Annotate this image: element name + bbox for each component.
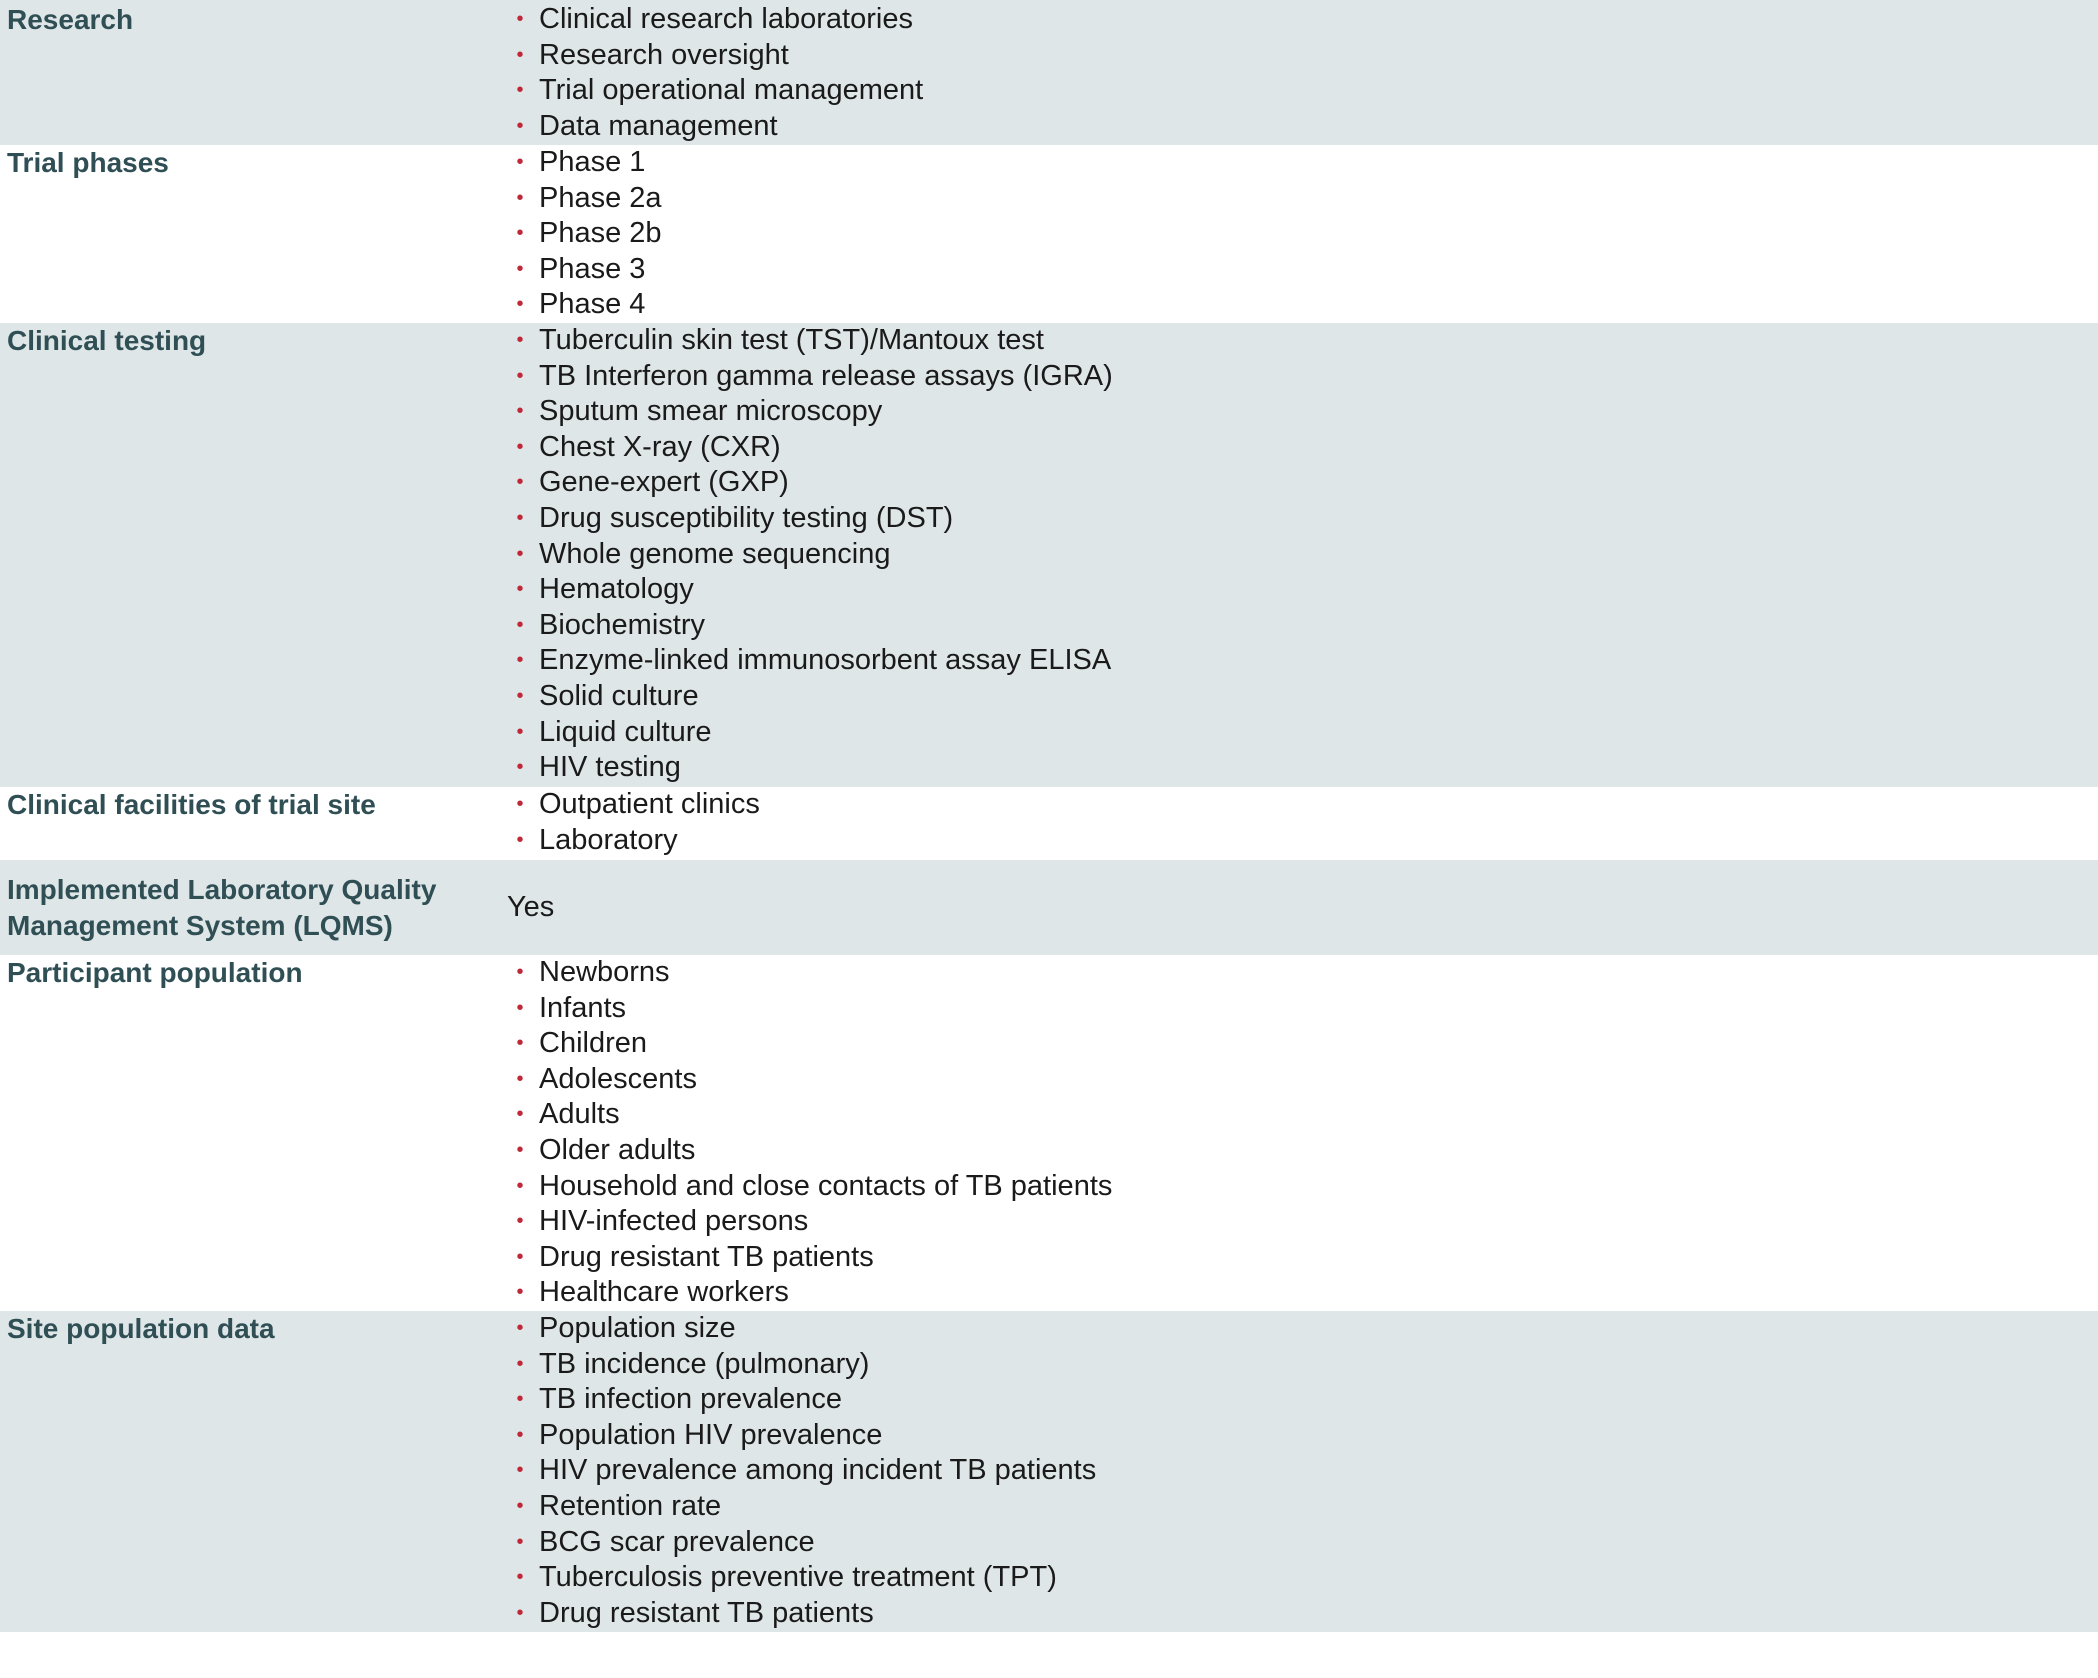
bullet-icon: • xyxy=(516,1566,524,1589)
table-row-participant-population xyxy=(0,955,2098,1311)
list-item: • Older adults xyxy=(505,1133,2098,1169)
bullet-icon: • xyxy=(516,364,524,387)
list-item: • Whole genome sequencing xyxy=(505,537,2098,573)
list-item: • HIV testing xyxy=(505,750,2098,786)
list-item: • Infants xyxy=(505,991,2098,1027)
list-item: • Healthcare workers xyxy=(505,1275,2098,1311)
list-item: • HIV-infected persons xyxy=(505,1204,2098,1240)
bullet-icon: • xyxy=(516,114,524,137)
bullet-icon: • xyxy=(516,43,524,66)
bullet-icon: • xyxy=(516,756,524,779)
bullet-icon: • xyxy=(516,1388,524,1411)
list-item: • TB incidence (pulmonary) xyxy=(505,1347,2098,1383)
bullet-icon: • xyxy=(516,720,524,743)
row-values xyxy=(505,955,2098,1311)
list-item: • Trial operational management xyxy=(505,73,2098,109)
bullet-icon: • xyxy=(516,1138,524,1161)
bullet-icon: • xyxy=(516,1601,524,1624)
bullet-icon: • xyxy=(516,1245,524,1268)
list-item: • Phase 4 xyxy=(505,287,2098,323)
bullet-icon: • xyxy=(516,8,524,30)
list-item: • Hematology xyxy=(505,572,2098,608)
row-label-line: Implemented Laboratory Quality xyxy=(7,873,437,905)
list-item: • Phase 2b xyxy=(505,216,2098,252)
list-item: • Data management xyxy=(505,109,2098,145)
list-item: • Gene-expert (GXP) xyxy=(505,465,2098,501)
row-label: Site population data xyxy=(7,1313,275,1344)
bullet-list xyxy=(505,2,2098,144)
bullet-icon: • xyxy=(516,1174,524,1197)
row-values xyxy=(505,787,2098,860)
bullet-icon: • xyxy=(516,1103,524,1126)
bullet-icon: • xyxy=(516,435,524,458)
list-item: • Children xyxy=(505,1026,2098,1062)
row-label: Participant population xyxy=(7,957,303,988)
row-value: Yes xyxy=(507,890,555,923)
table-row-site-population-data xyxy=(0,1311,2098,1632)
list-item: • Household and close contacts of TB patients xyxy=(505,1169,2098,1205)
list-item: • Phase 3 xyxy=(505,252,2098,288)
list-item: • BCG scar prevalence xyxy=(505,1525,2098,1561)
row-values xyxy=(505,145,2098,323)
list-item: • Solid culture xyxy=(505,679,2098,715)
bullet-icon: • xyxy=(516,329,524,351)
row-values xyxy=(505,860,2098,955)
bullet-icon: • xyxy=(516,961,524,983)
bullet-icon: • xyxy=(516,222,524,245)
bullet-icon: • xyxy=(516,649,524,672)
bullet-icon: • xyxy=(516,1459,524,1482)
bullet-icon: • xyxy=(516,1281,524,1304)
bullet-list xyxy=(505,145,2098,323)
list-item: • Biochemistry xyxy=(505,608,2098,644)
row-values xyxy=(505,1311,2098,1632)
bullet-icon: • xyxy=(516,578,524,601)
table-row-trial-phases xyxy=(0,145,2098,323)
list-item: • Drug resistant TB patients xyxy=(505,1240,2098,1276)
row-label-line: Management System (LQMS) xyxy=(7,909,393,941)
bullet-icon: • xyxy=(516,1530,524,1553)
bullet-icon: • xyxy=(516,1067,524,1090)
bullet-icon: • xyxy=(516,613,524,636)
list-item: • Tuberculin skin test (TST)/Mantoux test xyxy=(505,323,2098,359)
row-label: Trial phases xyxy=(7,147,169,178)
bullet-icon: • xyxy=(516,79,524,102)
list-item: • Retention rate xyxy=(505,1489,2098,1525)
bullet-icon: • xyxy=(516,293,524,316)
list-item: • TB infection prevalence xyxy=(505,1382,2098,1418)
bullet-icon: • xyxy=(516,793,524,815)
list-item: • Liquid culture xyxy=(505,715,2098,751)
bullet-list xyxy=(505,323,2098,786)
bullet-icon: • xyxy=(516,506,524,529)
list-item: • Drug susceptibility testing (DST) xyxy=(505,501,2098,537)
table-row-lqms xyxy=(0,860,2098,955)
bullet-icon: • xyxy=(516,186,524,209)
row-values xyxy=(505,2,2098,145)
list-item: • Adults xyxy=(505,1097,2098,1133)
bullet-icon: • xyxy=(516,400,524,423)
bullet-icon: • xyxy=(516,471,524,494)
list-item: • Phase 1 xyxy=(505,145,2098,181)
list-item: • Phase 2a xyxy=(505,181,2098,217)
row-label: Clinical testing xyxy=(7,325,207,356)
list-item: • Chest X-ray (CXR) xyxy=(505,430,2098,466)
table-row-clinical-facilities xyxy=(0,787,2098,860)
list-item: • Outpatient clinics xyxy=(505,787,2098,823)
list-item: • Sputum smear microscopy xyxy=(505,394,2098,430)
list-item: • Laboratory xyxy=(505,823,2098,859)
bullet-icon: • xyxy=(516,1494,524,1517)
bullet-icon: • xyxy=(516,1032,524,1055)
list-item: • Newborns xyxy=(505,955,2098,991)
bullet-icon: • xyxy=(516,1317,524,1339)
bullet-icon: • xyxy=(516,151,524,173)
bullet-icon: • xyxy=(516,542,524,565)
bullet-list xyxy=(505,787,2098,858)
row-label: Clinical facilities of trial site xyxy=(7,789,376,820)
bullet-icon: • xyxy=(516,828,524,851)
bullet-icon: • xyxy=(516,996,524,1019)
list-item: • TB Interferon gamma release assays (IGRA) xyxy=(505,359,2098,395)
bullet-list xyxy=(505,955,2098,1311)
bullet-icon: • xyxy=(516,257,524,280)
row-label: Research xyxy=(7,4,134,35)
list-item: • Adolescents xyxy=(505,1062,2098,1098)
list-item: • Population size xyxy=(505,1311,2098,1347)
bullet-icon: • xyxy=(516,1352,524,1375)
list-item: • Clinical research laboratories xyxy=(505,2,2098,38)
list-item: • Research oversight xyxy=(505,38,2098,74)
table-row-research xyxy=(0,0,2098,145)
list-item: • Population HIV prevalence xyxy=(505,1418,2098,1454)
bullet-list xyxy=(505,1311,2098,1631)
list-item: • Enzyme-linked immunosorbent assay ELISA xyxy=(505,643,2098,679)
row-label xyxy=(0,860,505,955)
list-item: • Tuberculosis preventive treatment (TPT) xyxy=(505,1560,2098,1596)
bullet-icon: • xyxy=(516,1210,524,1233)
list-item: • Drug resistant TB patients xyxy=(505,1596,2098,1632)
table-row-clinical-testing xyxy=(0,323,2098,787)
bullet-icon: • xyxy=(516,1423,524,1446)
list-item: • HIV prevalence among incident TB patients xyxy=(505,1453,2098,1489)
bullet-icon: • xyxy=(516,684,524,707)
row-values xyxy=(505,323,2098,787)
